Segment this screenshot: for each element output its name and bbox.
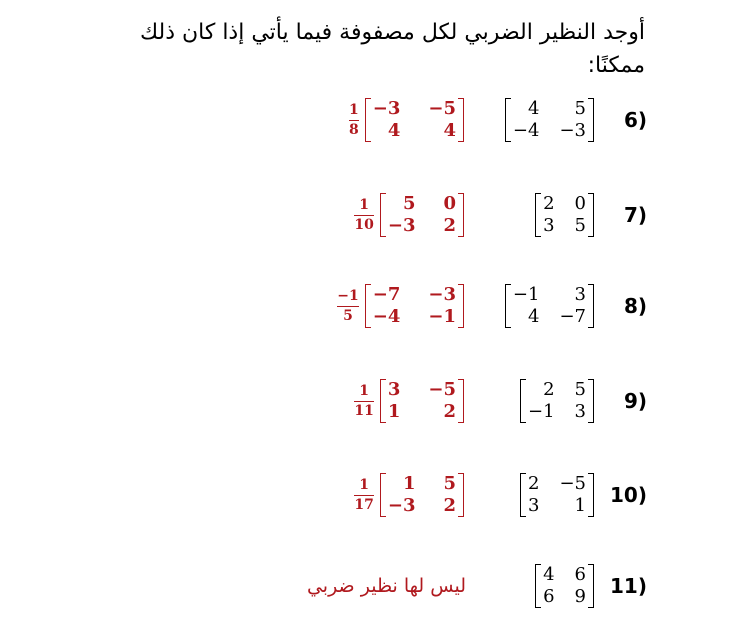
matrix-cell: −4 <box>372 306 401 327</box>
matrix-cell: 1 <box>387 401 401 422</box>
matrix-cell: 5 <box>443 473 456 494</box>
matrix-cell: 3 <box>543 215 555 236</box>
matrix-cell: 3 <box>574 401 586 422</box>
question-matrix <box>535 551 594 621</box>
right-bracket <box>458 284 464 328</box>
fraction-numerator: 1 <box>359 382 369 399</box>
fraction-denominator: 17 <box>354 496 374 513</box>
matrix-cell: 1 <box>402 473 416 494</box>
matrix-cell: 6 <box>543 586 555 607</box>
matrix-cell: 2 <box>543 193 555 214</box>
problem-number: 7) <box>623 203 647 227</box>
fraction-denominator: 11 <box>354 402 374 419</box>
matrix-cell: −5 <box>428 379 456 400</box>
fraction-bar <box>354 215 373 216</box>
scalar-fraction <box>354 383 373 420</box>
matrix-cell: 4 <box>387 120 401 141</box>
matrix-cell: 1 <box>574 495 586 516</box>
matrix-cell: −3 <box>559 120 586 141</box>
matrix-cell: 2 <box>443 401 456 422</box>
matrix-cell: 4 <box>443 120 456 141</box>
matrix-cell: −4 <box>512 120 540 141</box>
problem-number: 10) <box>610 483 647 507</box>
right-bracket <box>458 379 464 423</box>
matrix-cell: 5 <box>574 215 586 236</box>
matrix-cell: 6 <box>574 564 586 585</box>
fraction-denominator: 8 <box>349 121 359 138</box>
fraction-bar <box>337 306 358 307</box>
fraction-numerator: −1 <box>337 287 359 304</box>
matrix-cell: 0 <box>574 193 586 214</box>
fraction-bar <box>354 495 373 496</box>
problem-number: 9) <box>623 389 647 413</box>
answer-expression <box>354 180 464 250</box>
matrix-cell: −1 <box>528 401 555 422</box>
question-matrix <box>535 180 594 250</box>
matrix-cell: 4 <box>528 98 540 119</box>
question-matrix <box>505 271 594 341</box>
fraction-denominator: 5 <box>343 307 353 324</box>
scalar-fraction <box>354 477 373 514</box>
answer-expression <box>349 85 464 155</box>
right-bracket <box>588 193 594 237</box>
question-matrix <box>520 366 594 436</box>
question-matrix <box>520 460 594 530</box>
right-bracket <box>588 564 594 608</box>
fraction-numerator: 1 <box>359 196 369 213</box>
instruction-heading: أوجد النظير الضربي لكل مصفوفة فيما يأتي إذا كان ذلك ممكنًا: <box>139 20 645 78</box>
right-bracket <box>588 98 594 142</box>
right-bracket <box>458 98 464 142</box>
fraction-numerator: 1 <box>359 476 369 493</box>
matrix-cell: 3 <box>387 379 401 400</box>
matrix-cell: 2 <box>543 379 555 400</box>
fraction-denominator: 10 <box>354 216 374 233</box>
problem-number: 6) <box>623 108 647 132</box>
matrix-cell: −1 <box>428 306 456 327</box>
question-matrix <box>505 85 594 155</box>
right-bracket <box>588 379 594 423</box>
right-bracket <box>588 284 594 328</box>
right-bracket <box>458 473 464 517</box>
no-inverse-text: ليس لها نظير ضربي <box>306 575 466 597</box>
right-bracket <box>458 193 464 237</box>
fraction-numerator: 1 <box>349 101 359 118</box>
matrix-cell: −7 <box>372 284 401 305</box>
right-bracket <box>588 473 594 517</box>
problem-6 <box>0 85 756 155</box>
matrix-cell: 4 <box>543 564 555 585</box>
problem-7 <box>0 180 756 250</box>
matrix-cell: −3 <box>387 495 416 516</box>
problem-9 <box>0 366 756 436</box>
matrix-cell: −3 <box>387 215 416 236</box>
matrix-cell: −7 <box>559 306 586 327</box>
matrix-cell: 5 <box>402 193 416 214</box>
matrix-cell: −5 <box>559 473 586 494</box>
scalar-fraction <box>354 197 373 234</box>
problem-8 <box>0 271 756 341</box>
answer-expression <box>354 460 464 530</box>
matrix-cell: 2 <box>443 495 456 516</box>
matrix-cell: 4 <box>528 306 540 327</box>
matrix-cell: 5 <box>574 98 586 119</box>
matrix-cell: −3 <box>372 98 401 119</box>
matrix-cell: −1 <box>512 284 540 305</box>
matrix-cell: 3 <box>528 495 540 516</box>
matrix-cell: 2 <box>528 473 540 494</box>
problem-11 <box>0 551 756 621</box>
matrix-cell: 9 <box>574 586 586 607</box>
matrix-cell: 3 <box>574 284 586 305</box>
problem-number: 8) <box>623 294 647 318</box>
matrix-cell: 0 <box>443 193 456 214</box>
fraction-bar <box>354 401 373 402</box>
answer-expression <box>354 366 464 436</box>
problem-10 <box>0 460 756 530</box>
matrix-cell: −3 <box>428 284 456 305</box>
scalar-fraction <box>337 288 358 325</box>
problem-number: 11) <box>610 574 647 598</box>
matrix-cell: 2 <box>443 215 456 236</box>
fraction-bar <box>349 120 359 121</box>
matrix-cell: 5 <box>574 379 586 400</box>
scalar-fraction <box>349 102 359 139</box>
matrix-cell: −5 <box>428 98 456 119</box>
answer-expression <box>337 271 464 341</box>
